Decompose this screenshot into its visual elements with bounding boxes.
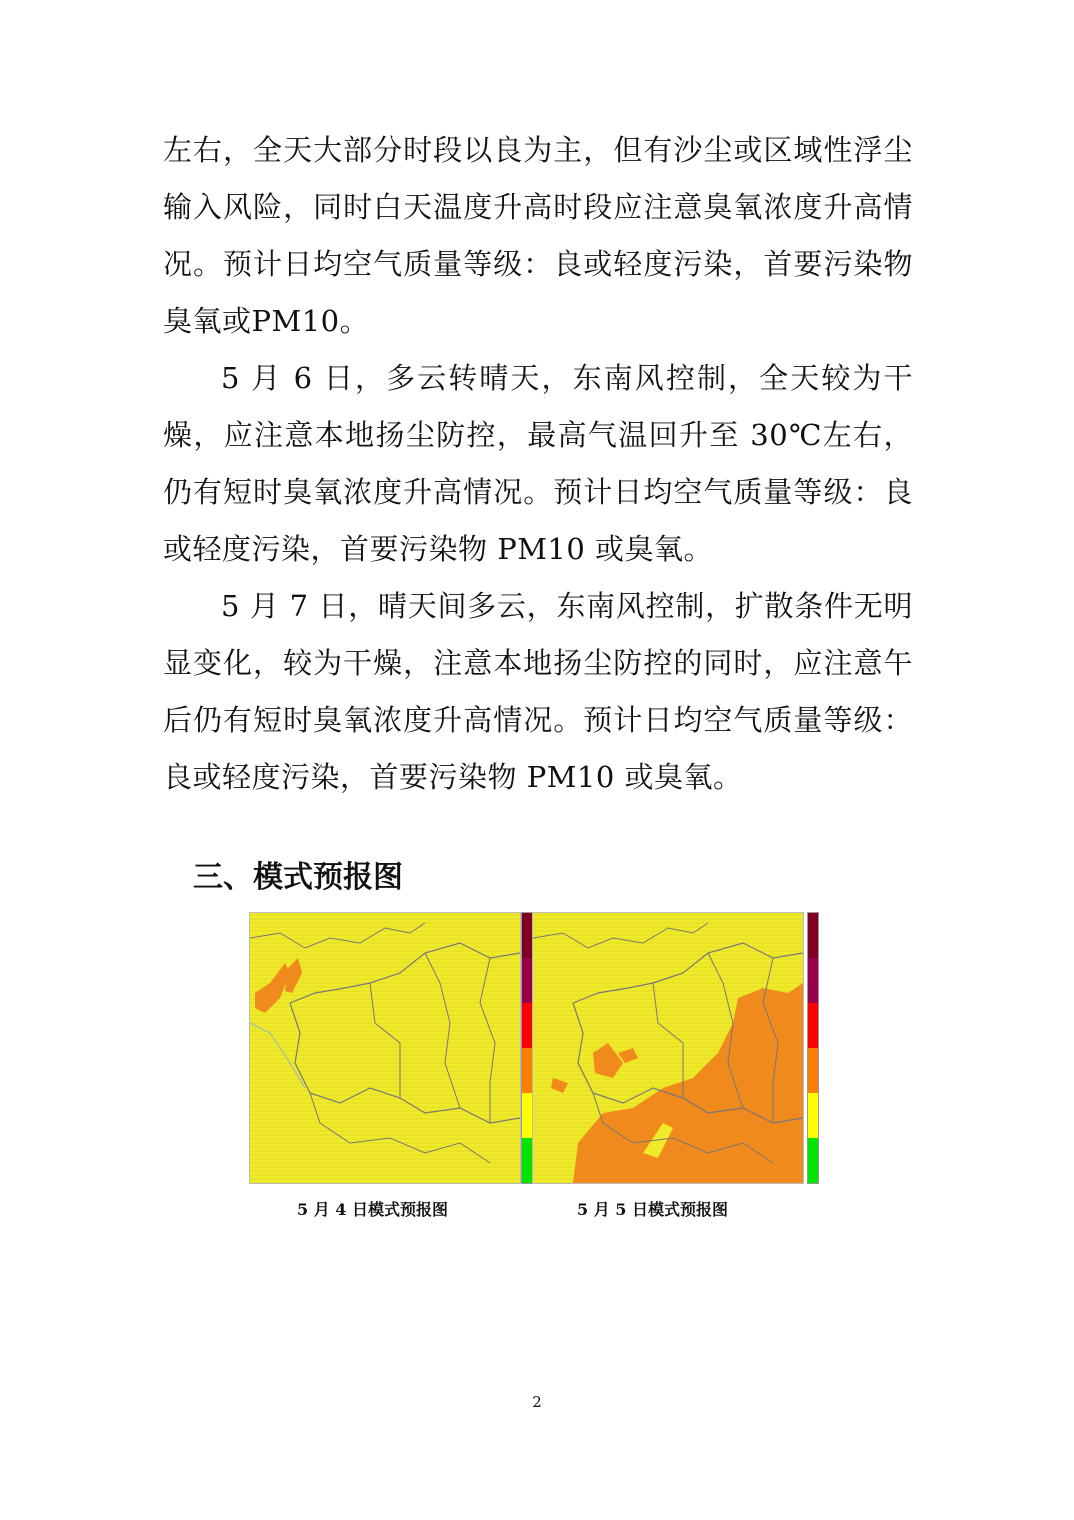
paragraph-may4-continuation: 左右，全天大部分时段以良为主，但有沙尘或区域性浮尘输入风险，同时白天温度升高时段应注意臭氧浓度升高情况。预计日均空气质量等级：良或轻度污染，首要污染物臭氧或PM10。 xyxy=(163,133,913,338)
legend-swatch xyxy=(808,1093,818,1138)
color-legend-may5 xyxy=(807,912,819,1184)
legend-swatch xyxy=(522,958,532,1003)
legend-swatch xyxy=(808,1138,818,1183)
legend-swatch xyxy=(522,1093,532,1138)
map-may4-graphic xyxy=(250,913,520,1183)
page-number: 2 xyxy=(532,1393,542,1411)
legend-swatch xyxy=(808,913,818,958)
section-heading: 三、模式预报图 xyxy=(193,860,403,895)
forecast-map-may4 xyxy=(249,912,521,1184)
legend-swatch xyxy=(522,1003,532,1048)
legend-swatch xyxy=(522,1138,532,1183)
legend-swatch xyxy=(808,1048,818,1093)
legend-swatch xyxy=(522,1048,532,1093)
figure-caption-may4: 5 月 4 日模式预报图 xyxy=(297,1200,448,1219)
legend-swatch xyxy=(808,1003,818,1048)
paragraph-may6: 5 月 6 日，多云转晴天，东南风控制，全天较为干燥，应注意本地扬尘防控，最高气温回升至 30℃左右，仍有短时臭氧浓度升高情况。预计日均空气质量等级：良或轻度污染，首要污染物 PM10 或臭氧。 xyxy=(163,361,913,566)
legend-swatch xyxy=(808,958,818,1003)
figure-caption-may5: 5 月 5 日模式预报图 xyxy=(577,1200,728,1219)
legend-swatch xyxy=(522,913,532,958)
paragraph-may7: 5 月 7 日，晴天间多云，东南风控制，扩散条件无明显变化，较为干燥，注意本地扬尘防控的同时，应注意午后仍有短时臭氧浓度升高情况。预计日均空气质量等级：良或轻度污染，首要污染物 PM10 或臭氧。 xyxy=(163,589,913,794)
forecast-map-may5 xyxy=(532,912,804,1184)
map-may5-graphic xyxy=(533,913,803,1183)
